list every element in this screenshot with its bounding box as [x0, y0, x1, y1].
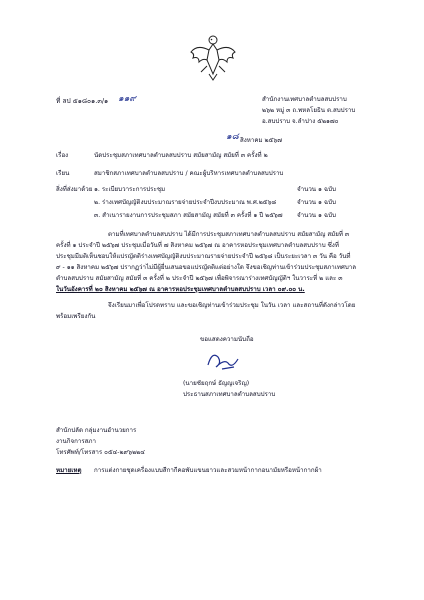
enclosure-quantity: จำนวน ๑ ฉบับ: [297, 186, 336, 193]
note-label: หมายเหตุ: [56, 467, 82, 474]
reference-handwritten-number: ๑๑๙: [118, 94, 137, 104]
recipient-text: สมาชิกสภาเทศบาลตำบลสบปราบ / คณะผู้บริหารเทศบาลตำบลสบปราบ: [94, 170, 284, 177]
closing-regards: ขอแสดงความนับถือ: [200, 336, 254, 343]
body-line: ประชุมมีมติเห็นชอบให้แปรญัตติร่างเทศบัญญัติงบประมาณรายจ่ายประจำปี ๒๕๖๘ เป็นระยะเวลา ๓ วัน คือ วันที่: [56, 253, 351, 260]
enclosure-item: ๑. ระเบียบวาระการประชุม: [94, 186, 166, 193]
footer-unit: งานกิจการสภา: [56, 438, 96, 445]
body-line: จึงเรียนมาเพื่อโปรดทราบ และขอเชิญท่านเข้าร่วมประชุม ในวัน เวลา และสถานที่ดังกล่าวโดย: [108, 302, 356, 309]
enclosure-item: ๒. ร่างเทศบัญญัติงบประมาณรายจ่ายประจำปีงบประมาณ พ.ศ.๒๕๖๘: [94, 199, 277, 206]
enclosure-item: ๓. สำเนารายงานการประชุมสภา สมัยสามัญ สมัยที่ ๓ ครั้งที่ ๑ ปี ๒๕๖๗: [94, 212, 283, 219]
enclosures-label: สิ่งที่ส่งมาด้วย: [56, 186, 93, 193]
garuda-emblem-icon: [187, 30, 239, 82]
document-date: สิงหาคม ๒๕๖๗: [240, 137, 282, 144]
date-day-handwritten: ๑๘: [226, 132, 239, 142]
signature-icon: [204, 349, 246, 373]
enclosure-quantity: จำนวน ๑ ฉบับ: [297, 199, 336, 206]
body-line: พร้อมเพรียงกัน: [56, 313, 96, 320]
subject-text: นัดประชุมสภาเทศบาลตำบลสบปราบ สมัยสามัญ สมัยที่ ๓ ครั้งที่ ๒: [94, 152, 268, 159]
body-line: ตามที่เทศบาลตำบลสบปราบ ได้มีการประชุมสภาเทศบาลตำบลสบปราบ สมัยสามัญ สมัยที่ ๓: [108, 231, 350, 238]
signer-name: (นายชัยฤกษ์ ธัญญเจริญ): [183, 380, 250, 387]
note-text: การแต่งกายชุดเครื่องแบบสีกากีคอพับแขนยาวและสวมหน้ากากอนามัยหรือหน้ากากผ้า: [94, 467, 322, 474]
reference-number: ที่ ลป ๕๑๘๐๑.๓/๑: [56, 97, 109, 105]
body-line: ครั้งที่ ๑ ประจำปี ๒๕๖๗ ประชุมเมื่อวันที่ ๗ สิงหาคม ๒๕๖๗ ณ อาคารหอประชุมเทศบาลตำบลสบปราบ ซึ่งที่: [56, 242, 339, 249]
subject-label: เรื่อง: [56, 152, 69, 159]
body-line: ตำบลสบปราบ สมัยสามัญ สมัยที่ ๓ ครั้งที่ ๒ ประจำปี ๒๕๖๗ เพื่อพิจารณาร่างเทศบัญญัติฯ ในวาระที่ ๒ และ ๓: [56, 275, 343, 282]
signer-position: ประธานสภาเทศบาลตำบลสบปราบ: [183, 391, 276, 398]
office-address-line2: อ.สบปราบ จ.ลำปาง ๕๒๑๗๐: [262, 118, 339, 125]
meeting-datetime-line: ในวันอังคารที่ ๒๐ สิงหาคม ๒๕๖๗ ณ อาคารหอประชุมเทศบาลตำบลสบปราบ เวลา ๐๙.๐๐ น.: [56, 286, 305, 293]
recipient-label: เรียน: [56, 170, 70, 177]
office-name: สำนักงานเทศบาลตำบลสบปราบ: [262, 96, 347, 103]
footer-department: สำนักปลัด กลุ่มงานอำนวยการ: [56, 427, 137, 434]
footer-phone: โทรศัพท์/โทรสาร ๐๕๔-๒๙๖๒๒๔: [56, 449, 145, 456]
body-line: ๙ - ๑๑ สิงหาคม ๒๕๖๗ ปรากฏว่าไม่มีผู้ยื่นเสนอขอแปรญัตติแต่อย่างใด จึงขอเชิญท่านเข้าร่วมประชุมสภาเทศบาล: [56, 264, 357, 271]
enclosure-quantity: จำนวน ๑ ฉบับ: [297, 212, 336, 219]
office-address-line1: ๒๖๒ หมู่ ๓ ถ.พหลโยธิน ต.สบปราบ: [262, 107, 356, 114]
